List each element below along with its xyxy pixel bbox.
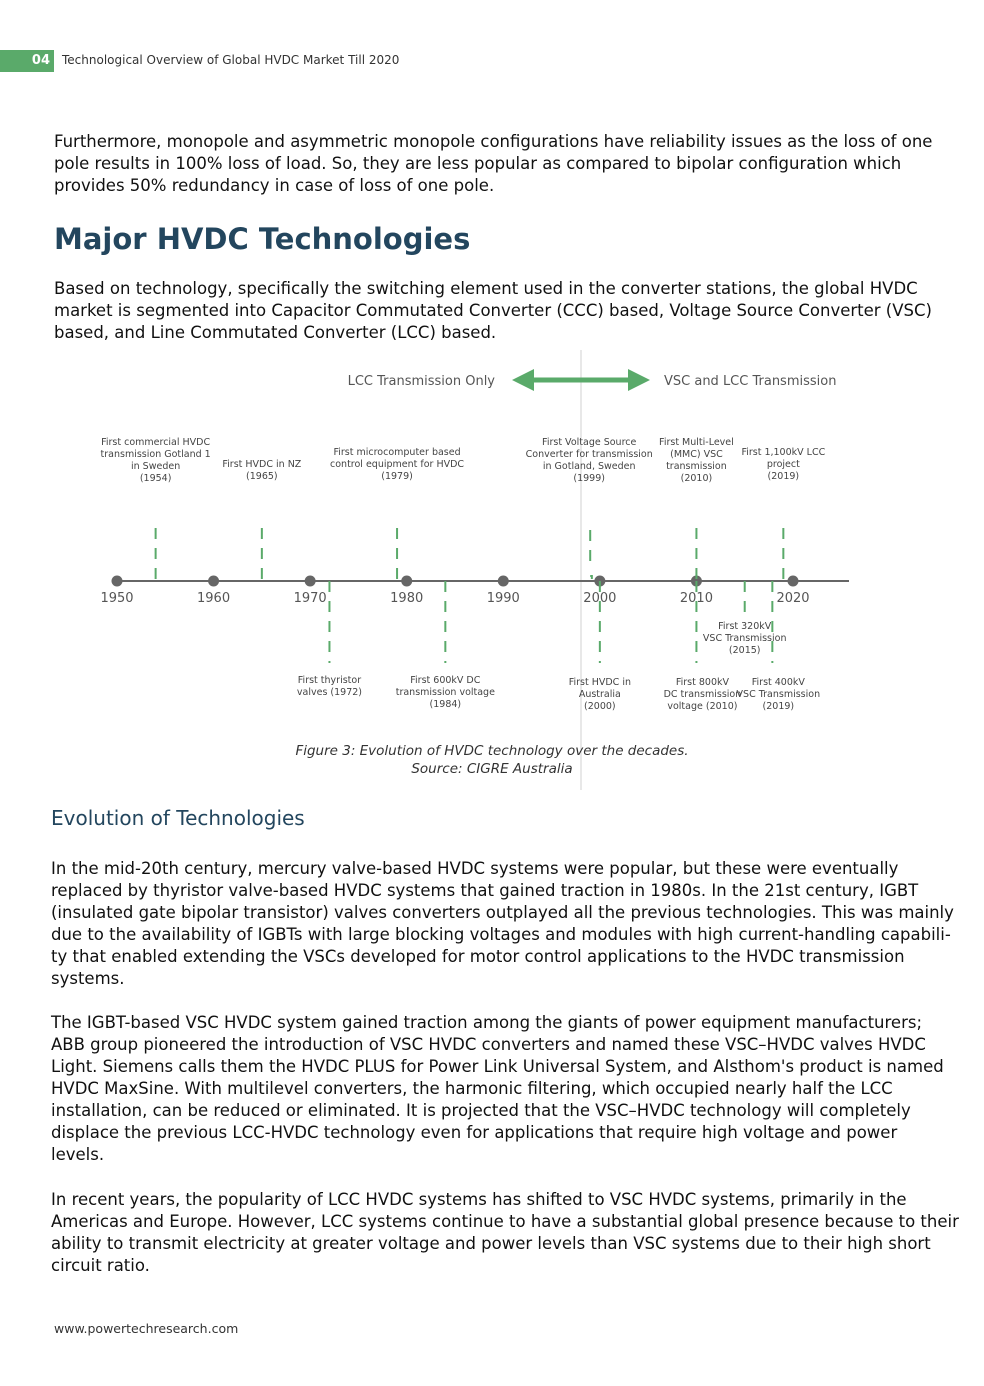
event-label-line: transmission Gotland 1 — [100, 449, 211, 460]
text-line: systems. — [51, 969, 125, 988]
event-label-line: transmission voltage — [395, 687, 495, 698]
event-label-line: Converter for transmission — [525, 449, 653, 460]
text-line: Furthermore, monopole and asymmetric monopole configurations have reliability issues as the loss of one — [54, 132, 933, 151]
vsc-lcc-label: VSC and LCC Transmission — [664, 374, 837, 389]
event-label-line: Australia — [578, 689, 621, 700]
text-line: provides 50% redundancy in case of loss of one pole. — [54, 176, 495, 195]
decade-dot — [208, 576, 219, 587]
timeline-diagram — [0, 345, 984, 795]
text-line: replaced by thyristor valve-based HVDC systems that gained traction in 1980s. In the 21st century, IGBT — [51, 881, 919, 900]
text-line: Light. Siemens calls them the HVDC PLUS for Power Link Universal System, and Alsthom's product is named — [51, 1057, 944, 1076]
text-line: In recent years, the popularity of LCC HVDC systems has shifted to VSC HVDC systems, primarily in the — [51, 1190, 907, 1209]
text-line: displace the previous LCC-HVDC technology even for applications that require high voltage and power — [51, 1123, 898, 1142]
text-line: ability to transmit electricity at greater voltage and power levels than VSC systems due to their high short — [51, 1234, 931, 1253]
event-label-line: DC transmission — [663, 689, 742, 700]
event-label-line: First 320kV — [718, 621, 772, 632]
arrow-right-head — [628, 369, 650, 391]
timeline-figure — [0, 345, 984, 795]
figure-source: Source: CIGRE Australia — [411, 761, 573, 777]
events-below-group — [297, 581, 820, 712]
intro-paragraph — [54, 131, 932, 197]
text-line: Americas and Europe. However, LCC systems continue to have a substantial global presence because to their — [51, 1212, 959, 1231]
event-label-line: (1965) — [246, 471, 278, 482]
event-label-line: voltage (2010) — [667, 701, 738, 712]
event-label-line: (2015) — [728, 645, 761, 656]
event-label-line: control equipment for HVDC — [330, 459, 465, 470]
event-label-line: (2019) — [767, 471, 800, 482]
decade-dot — [401, 576, 412, 587]
event-label-line: First Voltage Source — [542, 437, 637, 448]
section-heading-major: Major HVDC Technologies — [54, 222, 471, 256]
text-line: due to the availability of IGBTs with large blocking voltages and modules with high current-handling capabili- — [51, 925, 951, 944]
event-label-line: First HVDC in — [568, 677, 632, 688]
event-label-line: (2000) — [584, 701, 616, 712]
event-label-line: VSC Transmission — [702, 633, 787, 644]
text-line: pole results in 100% loss of load. So, they are less popular as compared to bipolar configuration which — [54, 154, 902, 173]
decade-dot — [788, 576, 799, 587]
text-line: circuit ratio. — [51, 1256, 150, 1275]
major-paragraph — [54, 278, 932, 344]
event-label-line: (1984) — [429, 699, 462, 710]
event-label-line: First 800kV — [675, 677, 730, 688]
text-line: (insulated gate bipolar transistor) valves converters outplayed all the previous technologies. This was mainly — [51, 903, 954, 922]
text-line: HVDC MaxSine. With multilevel converters, the harmonic filtering, which occupied nearly half the LCC — [51, 1079, 893, 1098]
event-connector-elbow — [590, 576, 592, 579]
event-label-line: First 1,100kV LCC — [741, 447, 826, 458]
event-label-line: First HVDC in NZ — [222, 459, 302, 470]
text-line: In the mid-20th century, mercury valve-based HVDC systems were popular, but these were eventually — [51, 859, 899, 878]
decade-dot — [305, 576, 316, 587]
running-header-title: Technological Overview of Global HVDC Market Till 2020 — [62, 53, 400, 67]
event-label-line: First thyristor — [297, 675, 362, 686]
event-label-line: First commercial HVDC — [101, 437, 211, 448]
event-label-line: First microcomputer based — [333, 447, 461, 458]
text-line: ABB group pioneered the introduction of VSC HVDC converters and named these VSC–HVDC valves HVDC — [51, 1035, 926, 1054]
decade-tick-label: 2020 — [776, 591, 810, 606]
event-label-line: (1999) — [573, 473, 605, 484]
decade-tick-label: 1970 — [293, 591, 327, 606]
decade-tick-label: 1960 — [197, 591, 231, 606]
event-label-line: in Gotland, Sweden — [542, 461, 636, 472]
event-label-line: VSC Transmission — [736, 689, 821, 700]
text-line: The IGBT-based VSC HVDC system gained traction among the giants of power equipment manufacturers; — [51, 1013, 923, 1032]
evolution-paragraph-2 — [51, 1012, 944, 1166]
decade-tick-label: 1990 — [486, 591, 520, 606]
footer-website-link[interactable]: www.powertechresearch.com — [54, 1321, 239, 1336]
decade-tick-label: 1950 — [100, 591, 134, 606]
event-label-line: (1954) — [139, 473, 172, 484]
event-label-line: First Multi-Level — [659, 437, 734, 448]
event-label-line: First 600kV DC — [410, 675, 481, 686]
events-above-group — [101, 437, 826, 581]
arrow-left-head — [512, 369, 534, 391]
event-label-line: First 400kV — [751, 677, 805, 688]
evolution-paragraph-3 — [51, 1189, 959, 1277]
text-line: ty that enabled extending the VSCs developed for motor control applications to the HVDC transmission — [51, 947, 905, 966]
event-label-line: (2019) — [762, 701, 795, 712]
text-line: levels. — [51, 1145, 105, 1164]
decade-tick-label: 1980 — [390, 591, 424, 606]
event-label-line: in Sweden — [131, 461, 181, 472]
decade-tick-label: 2000 — [583, 591, 617, 606]
event-label-line: valves (1972) — [296, 687, 363, 698]
event-label-line: (2010) — [680, 473, 713, 484]
decade-dot — [498, 576, 509, 587]
text-line: based, and Line Commutated Converter (LCC) based. — [54, 323, 497, 342]
section-heading-evolution: Evolution of Technologies — [51, 806, 305, 830]
page-number-tab: 04 — [0, 50, 54, 72]
figure-caption: Figure 3: Evolution of HVDC technology over the decades. — [295, 743, 689, 759]
event-label-line: (MMC) VSC — [670, 449, 723, 460]
evolution-paragraph-1 — [51, 858, 954, 990]
event-label-line: transmission — [666, 461, 727, 472]
text-line: Based on technology, specifically the switching element used in the converter stations, the global HVDC — [54, 279, 918, 298]
decade-tick-label: 2010 — [679, 591, 713, 606]
event-label-line: project — [766, 459, 800, 470]
text-line: installation, can be reduced or eliminated. It is projected that the VSC–HVDC technology will completely — [51, 1101, 911, 1120]
lcc-only-label: LCC Transmission Only — [347, 374, 495, 389]
event-label-line: (1979) — [381, 471, 413, 482]
text-line: market is segmented into Capacitor Commutated Converter (CCC) based, Voltage Source Converter (VSC) — [54, 301, 932, 320]
decade-dot — [112, 576, 123, 587]
